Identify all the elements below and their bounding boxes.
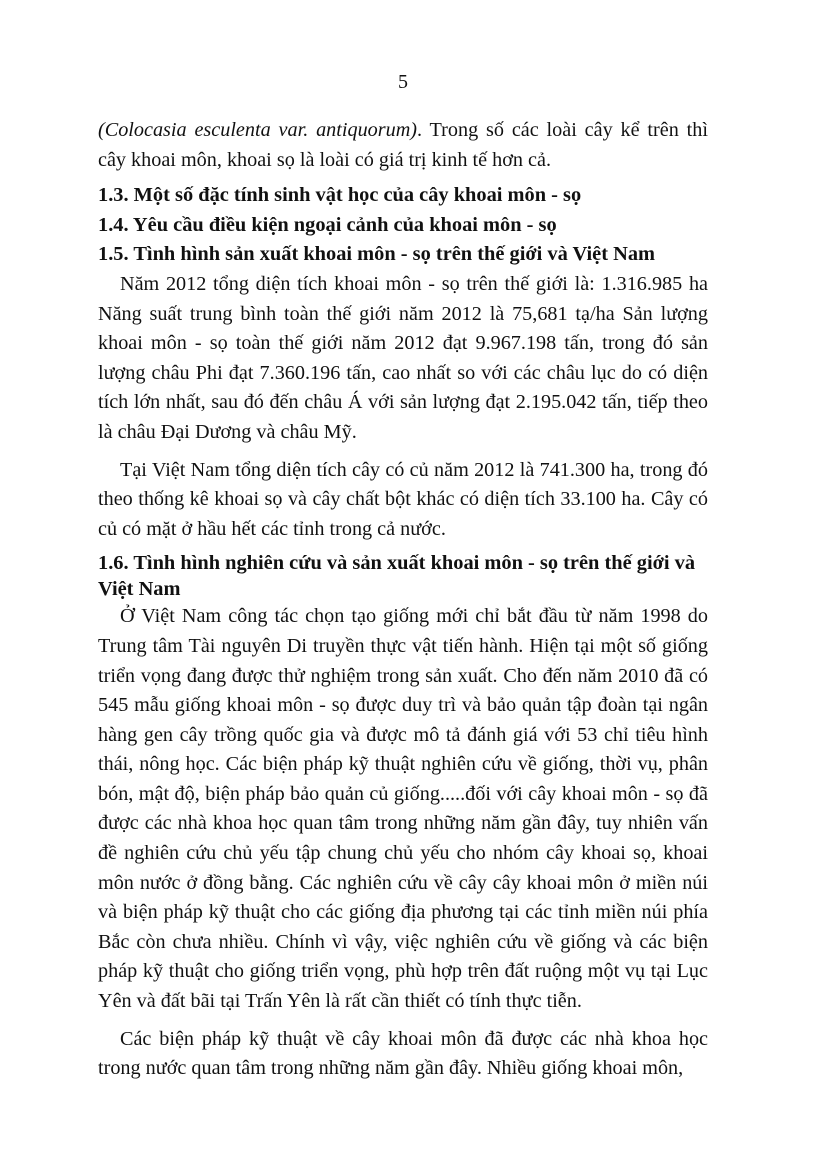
paragraph-techniques: Các biện pháp kỹ thuật về cây khoai môn đã được các nhà khoa học trong nước quan tâm trong những năm gần đây. Nhiều giống khoai môn,: [98, 1027, 708, 1080]
paragraph-research-vietnam: Ở Việt Nam công tác chọn tạo giống mới chỉ bắt đầu từ năm 1998 do Trung tâm Tài nguyên Di truyền thực vật tiến hành. Hiện tại một số giống triển vọng đang được thử nghiệm trong sản xuất. Cho đến năm 2010 đã có 545 mẫu giống khoai môn - sọ được duy trì và bảo quản tập đoàn tại ngân hàng gen cây trồng quốc gia và được mô tả đánh giá với 53 chỉ tiêu hình thái, nông học. Các biện pháp kỹ thuật nghiên cứu về giống, thời vụ, phân bón, mật độ, biện pháp bảo quản củ giống.....đối với cây khoai môn - sọ đã được các nhà khoa học quan tâm trong những năm gần đây, tuy nhiên vấn đề nghiên cứu chủ yếu tập chung chủ yếu cho nhóm cây khoai sọ, khoai môn nước ở đồng bằng. Các nghiên cứu về cây cây khoai môn ở miền núi và biện pháp kỹ thuật cho các giống địa phương tại các tỉnh miền núi phía Bắc còn chưa nhiều. Chính vì vậy, việc nghiên cứu về giống và các biện pháp kỹ thuật cho giống triển vọng, phù hợp trên đất ruộng một vụ tại Lục Yên và đất bãi tại Trấn Yên là rất cần thiết có tính thực tiễn.: [98, 605, 708, 1013]
paragraph-production-world: Năm 2012 tổng diện tích khoai môn - sọ trên thế giới là: 1.316.985 ha Năng suất trung bình toàn thế giới năm 2012 là 75,681 tạ/ha Sản lượng khoai môn - sọ toàn thế giới năm 2012 đạt 9.967.198 tấn, trong đó sản lượng châu Phi đạt 7.360.196 tấn, cao nhất so với các châu lục do có diện tích lớn nhất, sau đó đến châu Á với sản lượng đạt 2.195.042 tấn, tiếp theo là châu Đại Dương và châu Mỹ.: [98, 272, 708, 443]
heading-1-3: 1.3. Một số đặc tính sinh vật học của cây khoai môn - sọ: [98, 184, 582, 207]
intro-paragraph: [98, 116, 708, 175]
heading-1-4: 1.4. Yêu cầu điều kiện ngoại cảnh của khoai môn - sọ: [98, 213, 557, 236]
scientific-name: (Colocasia esculenta var. antiquorum): [98, 119, 418, 141]
paragraph-production-vietnam: Tại Việt Nam tổng diện tích cây có củ năm 2012 là 741.300 ha, trong đó theo thống kê khoai sọ và cây chất bột khác có diện tích 33.100 ha. Cây có củ có mặt ở hầu hết các tỉnh trong cả nước.: [98, 458, 708, 540]
intro-text: . Trong số các loài cây kể trên thì cây khoai môn, khoai sọ là loài có giá trị kinh tế hơn cả.: [98, 119, 708, 171]
page-number: 5: [398, 71, 408, 93]
document-body: [98, 116, 708, 1084]
heading-1-6: 1.6. Tình hình nghiên cứu và sản xuất khoai môn - sọ trên thế giới và Việt Nam: [98, 552, 696, 601]
heading-1-5: 1.5. Tình hình sản xuất khoai môn - sọ trên thế giới và Việt Nam: [98, 243, 656, 266]
